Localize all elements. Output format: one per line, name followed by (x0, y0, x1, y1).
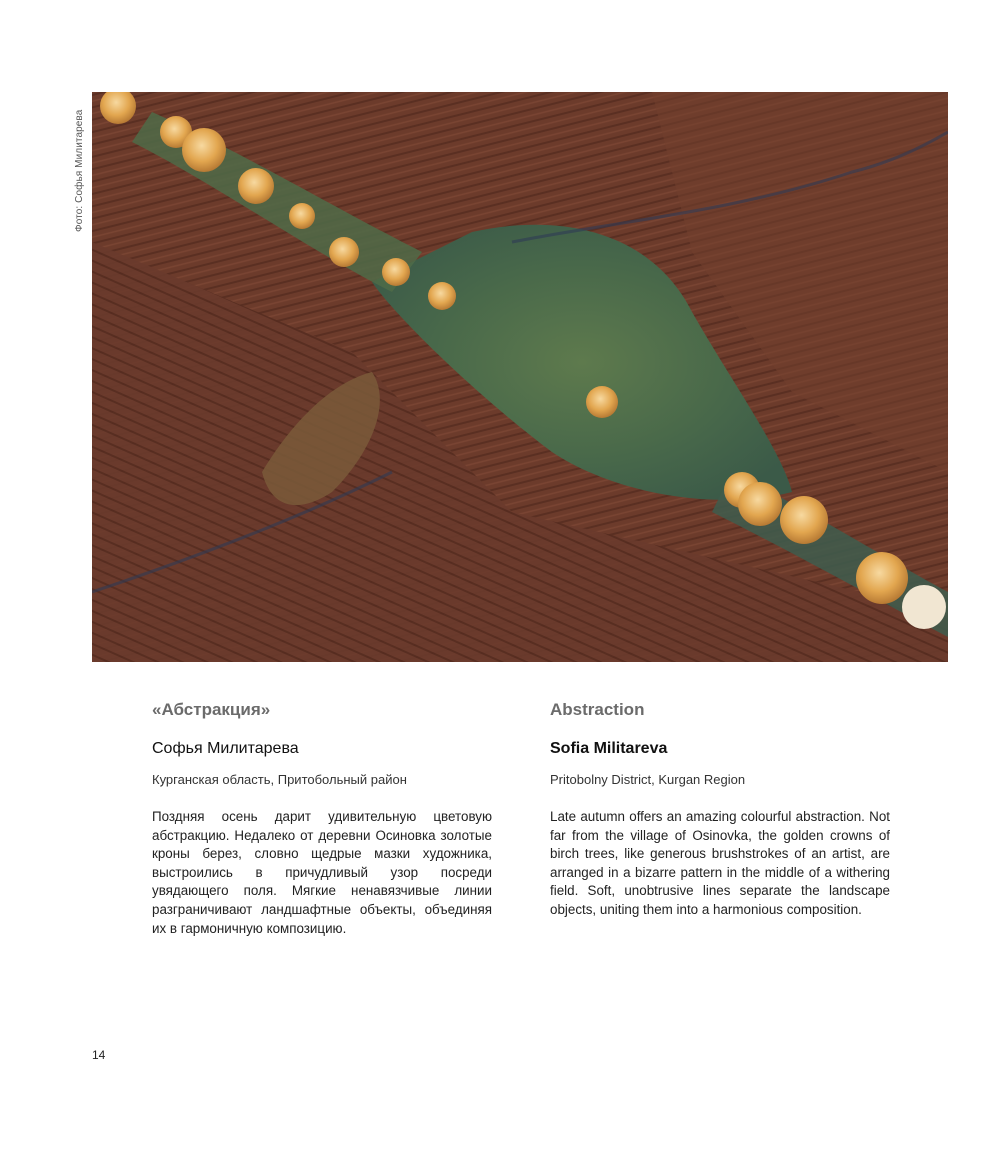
english-column (550, 700, 890, 920)
birch-tree (382, 258, 410, 286)
birch-tree (738, 482, 782, 526)
birch-tree (238, 168, 274, 204)
page-number: 14 (92, 1048, 106, 1062)
birch-tree (428, 282, 456, 310)
birch-tree (586, 386, 618, 418)
russian-column (152, 700, 492, 938)
description-en: Late autumn offers an amazing colourful abstraction. Not far from the village of Osinovka, the golden crowns of birch trees, like generous brushstrokes of an artist, are arranged in a bizarre pattern in the middle of a withering field. Soft, unobtrusive lines separate the landscape objects, uniting them into a harmonious composition. (550, 809, 890, 917)
author-ru: Софья Милитарева (152, 740, 299, 757)
location-ru: Курганская область, Притобольный район (152, 772, 407, 787)
title-ru: «Абстракция» (152, 700, 271, 719)
location-en: Pritobolny District, Kurgan Region (550, 772, 746, 787)
birch-tree (780, 496, 828, 544)
birch-tree (329, 237, 359, 267)
birch-tree (182, 128, 226, 172)
title-en: Abstraction (550, 700, 645, 719)
author-en: Sofia Militareva (550, 740, 668, 757)
landscape-photo (92, 92, 948, 662)
birch-tree (902, 585, 946, 629)
birch-tree (856, 552, 908, 604)
photo-credit: Фото: Софья Милитарева (74, 109, 85, 232)
birch-tree (289, 203, 315, 229)
description-ru: Поздняя осень дарит удивительную цветовую абстракцию. Недалеко от деревни Осиновка золотые кроны берез, словно щедрые мазки художника, выстроились в причудливый узор посреди увядающего поля. Мягкие ненавязчивые линии разграничивают ландшафтные объекты, объединяя их в гармоничную композицию. (152, 809, 492, 936)
